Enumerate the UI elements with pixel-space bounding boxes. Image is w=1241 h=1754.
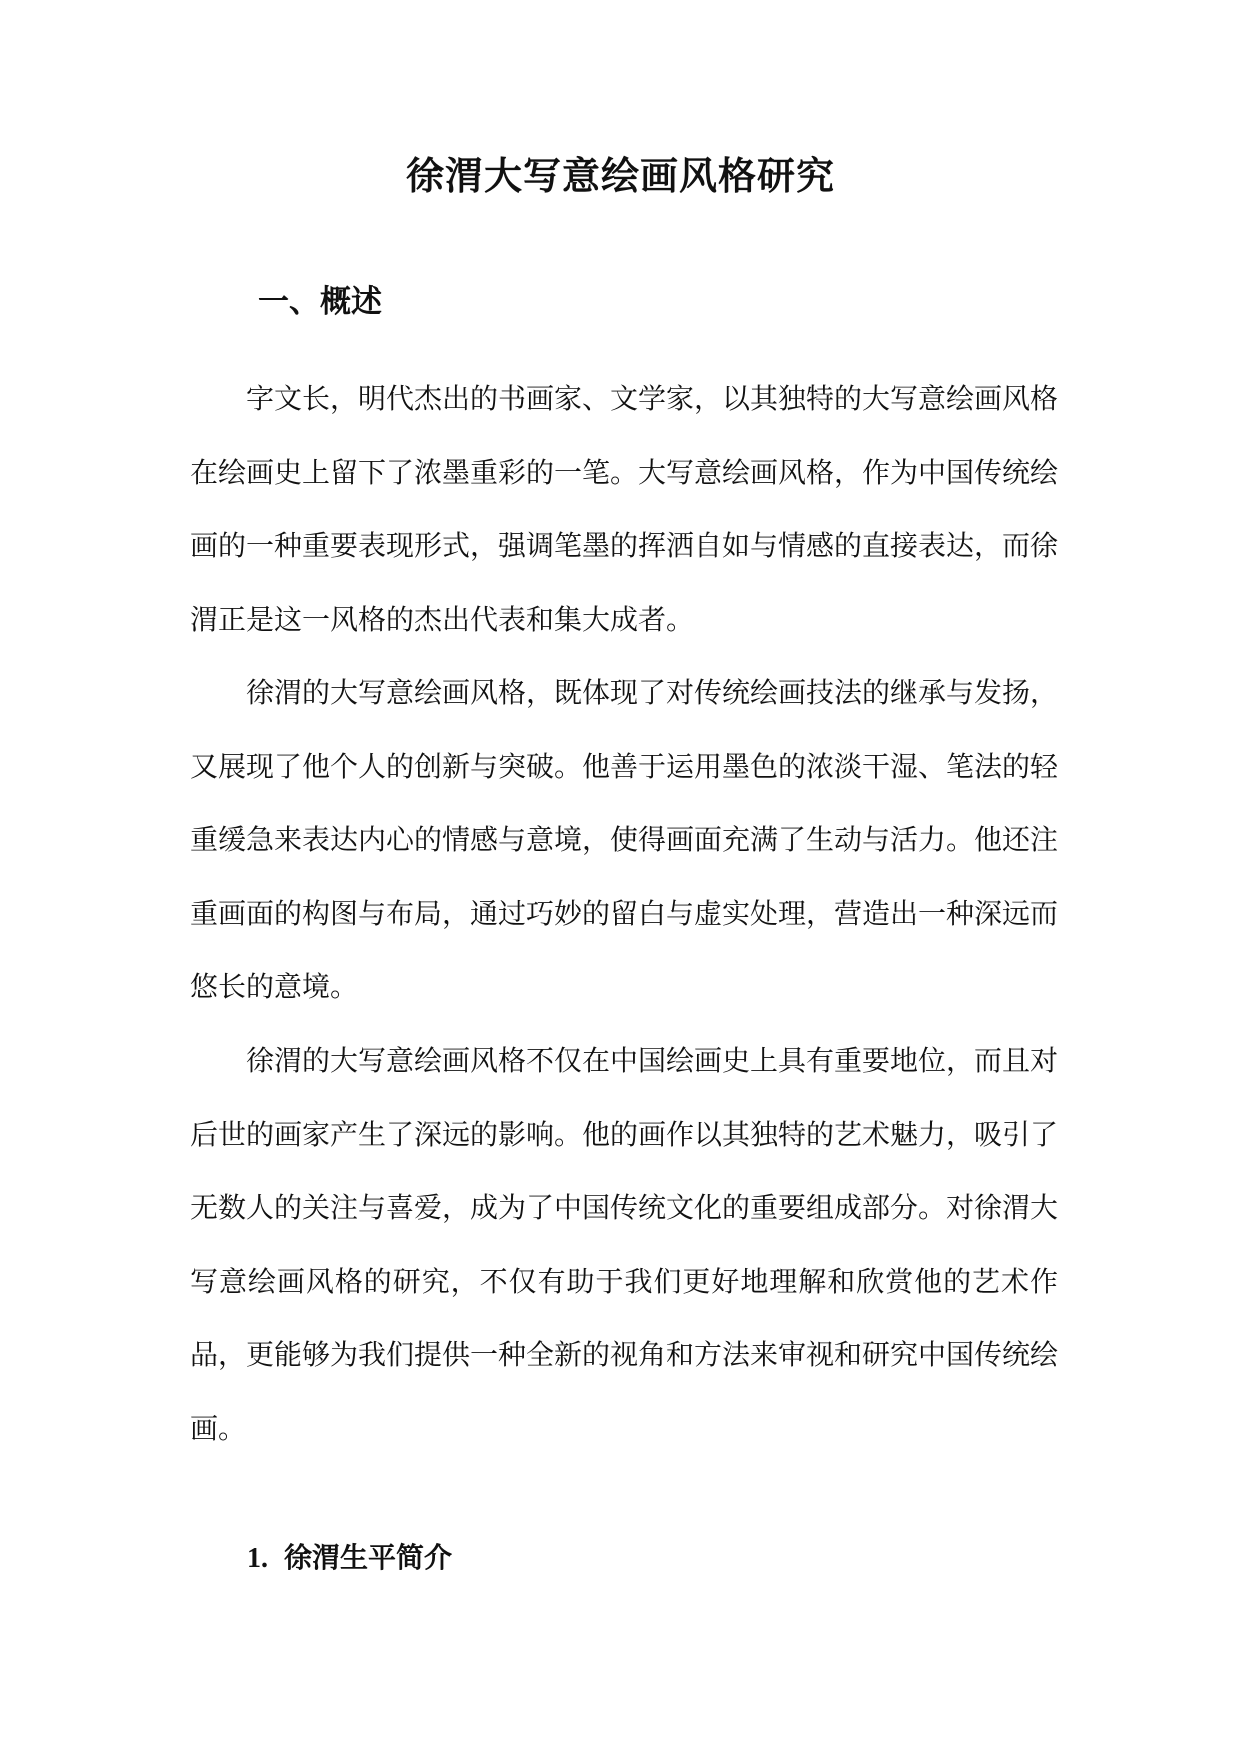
subsection-title: 徐渭生平简介	[284, 1541, 453, 1574]
body-paragraph-3: 徐渭的大写意绘画风格不仅在中国绘画史上具有重要地位，而且对后世的画家产生了深远的影响。他的画作以其独特的艺术魅力，吸引了无数人的关注与喜爱，成为了中国传统文化的重要组成部分。对徐渭大写意绘画风格的研究，不仅有助于我们更好地理解和欣赏他的艺术作品，更能够为我们提供一种全新的视角和方法来审视和研究中国传统绘画。	[190, 1044, 1059, 1445]
subsection-heading	[247, 1538, 452, 1579]
section-heading-overview: 一、概述	[258, 284, 382, 320]
body-paragraph-1: 字文长，明代杰出的书画家、文学家，以其独特的大写意绘画风格在绘画史上留下了浓墨重彩的一笔。大写意绘画风格，作为中国传统绘画的一种重要表现形式，强调笔墨的挥洒自如与情感的直接表达，而徐渭正是这一风格的杰出代表和集大成者。	[190, 382, 1059, 636]
subsection-number: 1.	[247, 1543, 268, 1574]
document-title: 徐渭大写意绘画风格研究	[405, 153, 835, 198]
body-paragraph-2: 徐渭的大写意绘画风格，既体现了对传统绘画技法的继承与发扬，又展现了他个人的创新与突破。他善于运用墨色的浓淡干湿、笔法的轻重缓急来表达内心的情感与意境，使得画面充满了生动与活力。他还注重画面的构图与布局，通过巧妙的留白与虚实处理，营造出一种深远而悠长的意境。	[190, 676, 1059, 1003]
